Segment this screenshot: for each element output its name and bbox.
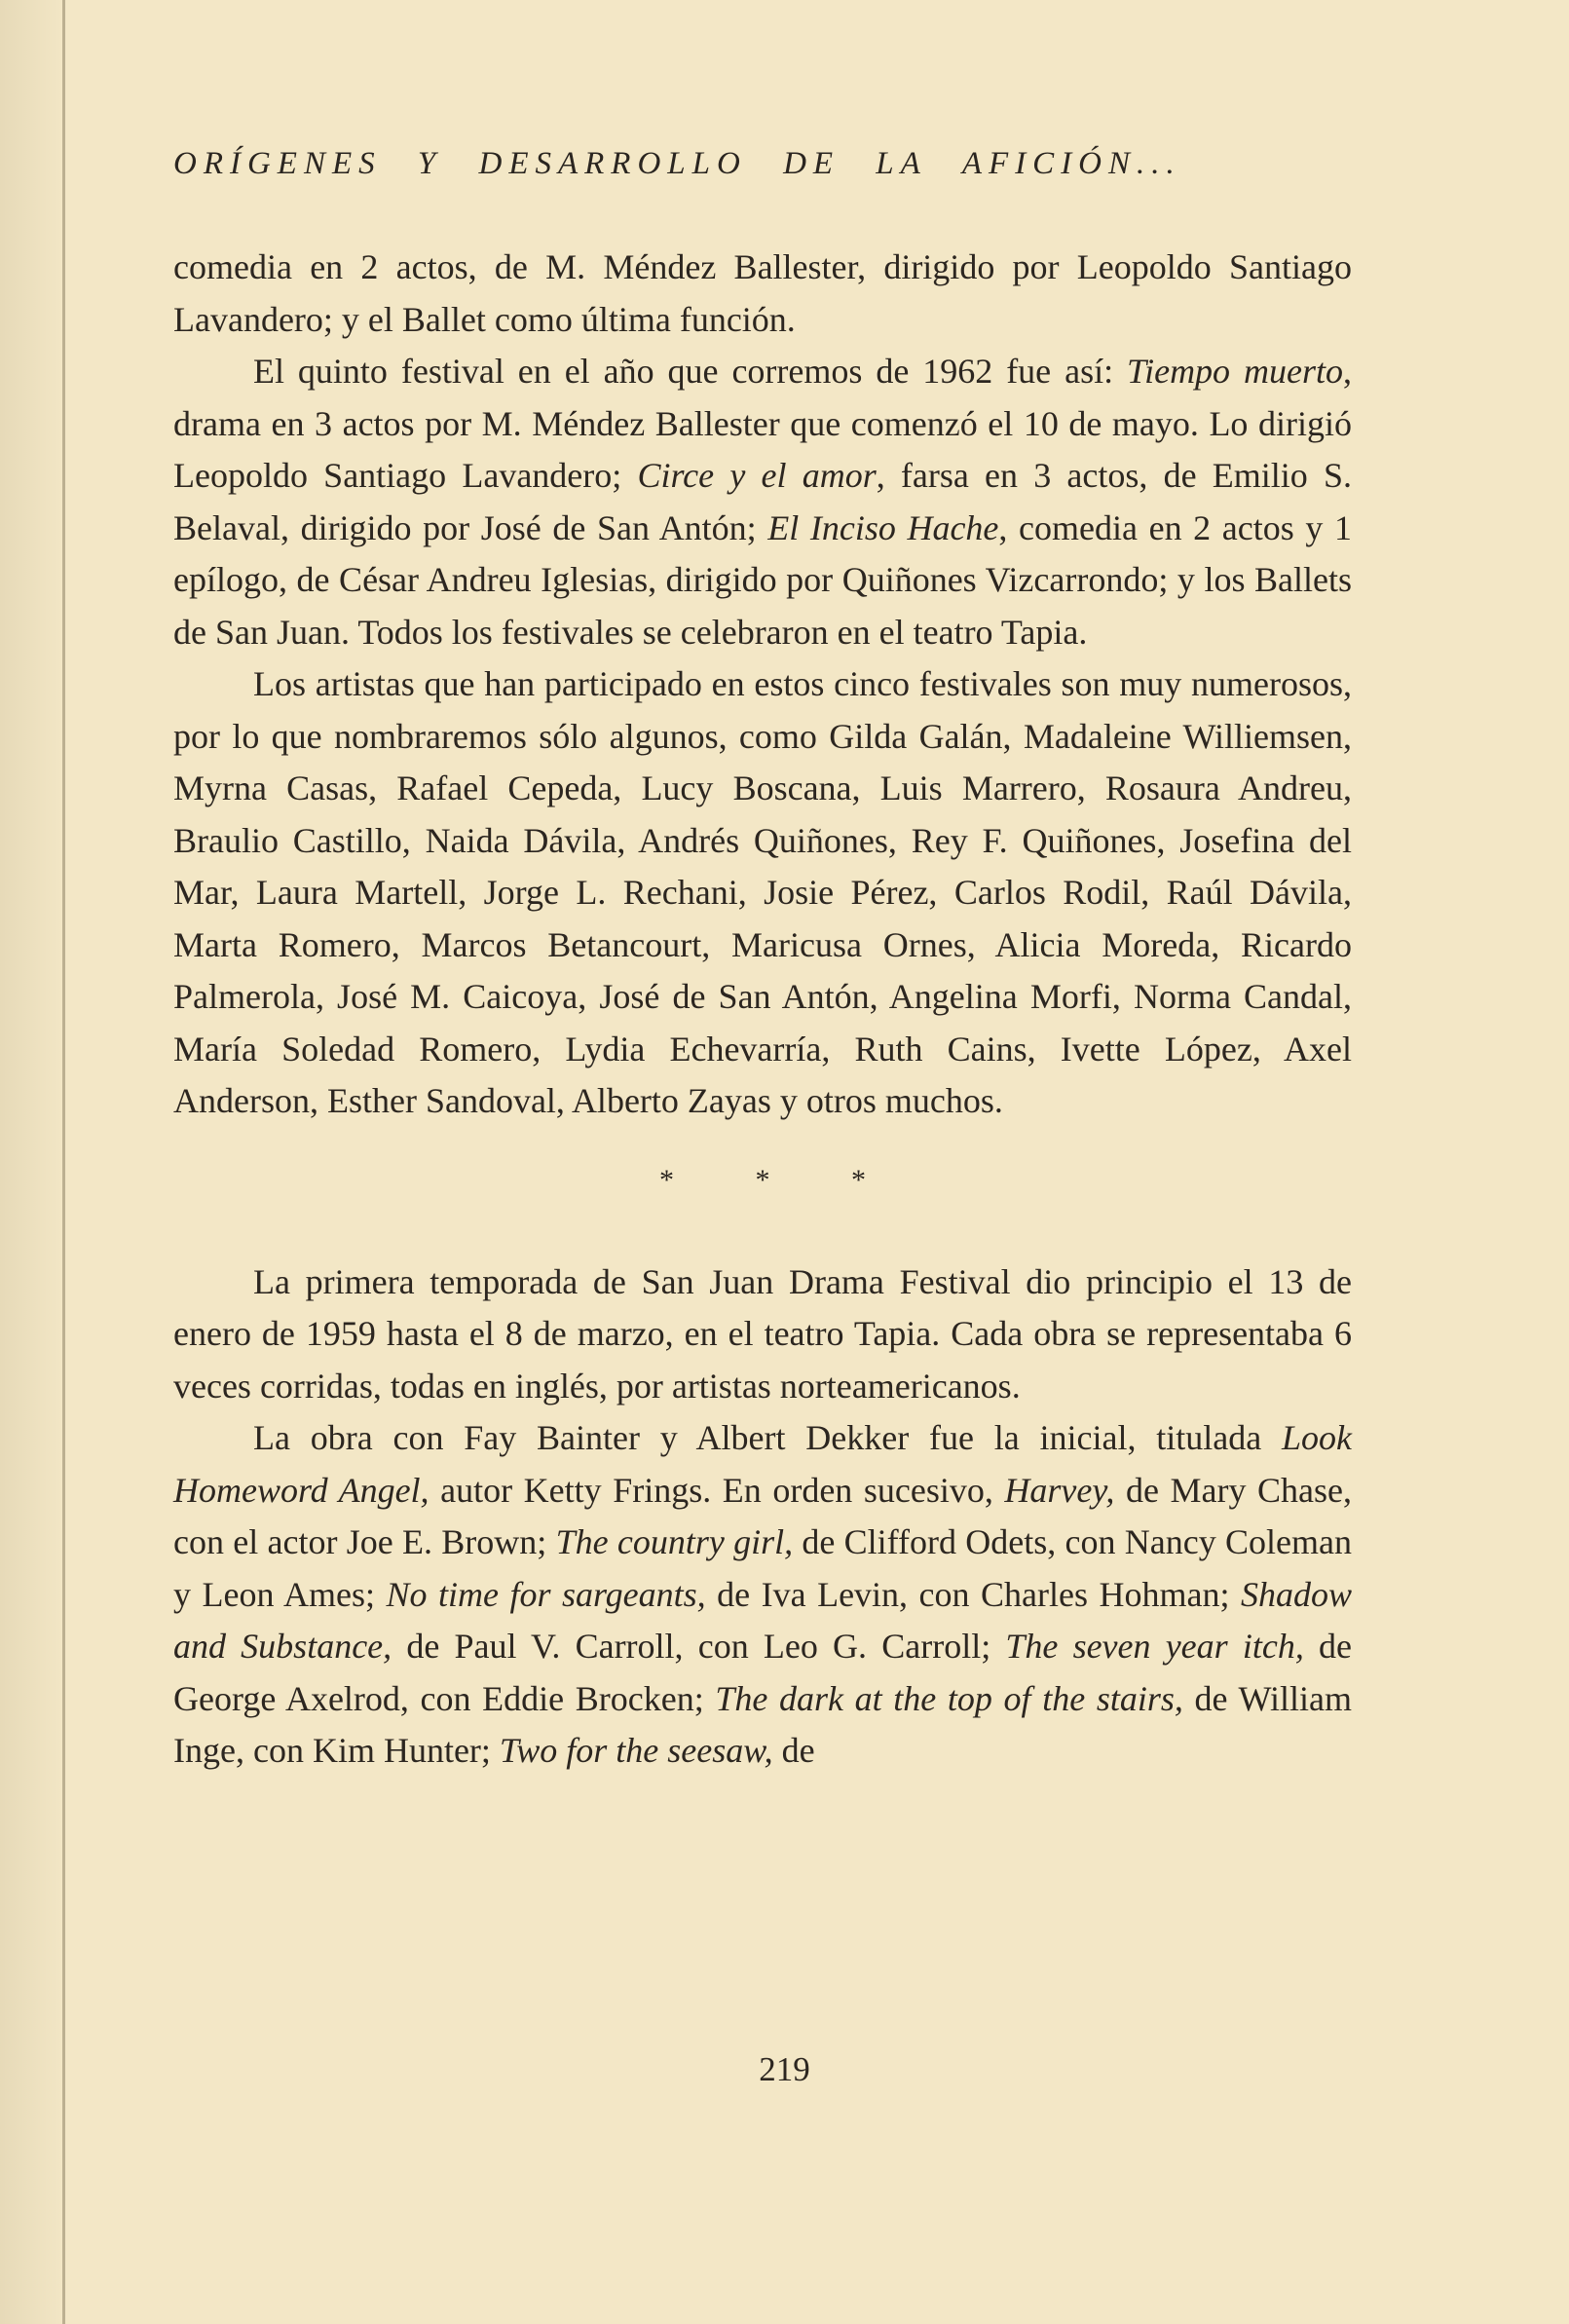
text-run: , comedia en 2 actos y 1 epílogo, de César Andreu Iglesias, dirigido por Quiñones Vizcarrondo; y los Ballets de San Juan. Todos los festivales se celebraron en el teatro Tapia. — [173, 507, 1353, 652]
text-run: comedia en 2 actos, de M. Méndez Ballester, dirigido por Leopoldo Santiago Lavandero; y el Ballet como última función. — [173, 247, 1352, 339]
text-run: de — [772, 1731, 815, 1770]
text-run: de Mary Chase, con el actor Joe E. Brown; — [173, 1470, 1353, 1561]
italic-title: El Inciso Hache — [767, 507, 999, 547]
text-run: autor Ketty Frings. En orden sucesivo, — [429, 1470, 1005, 1510]
body-text — [173, 242, 1352, 1778]
text-run: de Iva Levin, con Charles Hohman; — [705, 1574, 1241, 1614]
paragraph — [173, 242, 1352, 346]
section-break: * * * — [659, 1163, 903, 1196]
text-run: de William Inge, con Kim Hunter; — [173, 1678, 1352, 1770]
text-run: de Clifford Odets, con Nancy Coleman y Leon Ames; — [173, 1522, 1353, 1614]
text-run: El quinto festival en el año que corremos de 1962 fue así: — [253, 352, 1128, 391]
paragraph — [173, 658, 1352, 1128]
italic-title: Circe y el amor — [637, 456, 877, 495]
italic-title: The seven year itch, — [1005, 1627, 1304, 1666]
text-run: , drama en 3 actos por M. Méndez Ballester que comenzó el 10 de mayo. Lo dirigió Leopoldo Santiago Lavandero; — [173, 352, 1352, 495]
text-run: de George Axelrod, con Eddie Brocken; — [173, 1627, 1353, 1718]
italic-title: Tiempo muerto — [1127, 352, 1343, 391]
italic-title: No time for sargeants, — [386, 1574, 706, 1614]
running-head: ORÍGENES Y DESARROLLO DE LA AFICIÓN... — [173, 146, 1181, 181]
text-run: Los artistas que han participado en estos cinco festivales son muy numerosos, por lo que nombraremos sólo algunos, como Gilda Galán, Madaleine Williemsen, Myrna Casas, Rafael Cepeda, Lucy Boscana, Luis Marrero, Rosaura Andreu, Braulio Castillo, Naida Dávila, Andrés Quiñones, Rey F. Quiñones, Josefina del Mar, Laura Martell, Jorge L. Rechani, Josie Pérez, Carlos Rodil, Raúl Dávila, Marta Romero, Marcos Betancourt, Maricusa Ornes, Alicia Moreda, Ricardo Palmerola, José M. Caicoya, José de San Antón, Angelina Morfi, Norma Candal, María Soledad Romero, Lydia Echevarría, Ruth Cains, Ivette López, Axel Anderson, Esther Sandoval, Alberto Zayas y otros muchos. — [173, 664, 1352, 1120]
italic-title: Look Homeword Angel, — [173, 1418, 1352, 1510]
paragraphs-after-break — [173, 1256, 1352, 1778]
text-run: de Paul V. Carroll, con Leo G. Carroll; — [392, 1627, 1006, 1666]
italic-title: Harvey, — [1004, 1470, 1115, 1510]
text-run: , farsa en 3 actos, de Emilio S. Belaval, dirigido por José de San Antón; — [173, 456, 1352, 547]
text-run: La obra con Fay Bainter y Albert Dekker fue la inicial, titulada — [253, 1418, 1282, 1457]
text-run: La primera temporada de San Juan Drama Festival dio principio el 13 de enero de 1959 hasta el 8 de marzo, en el teatro Tapia. Cada obra se representaba 6 veces corridas, todas en inglés, por artistas norteamericanos. — [173, 1261, 1352, 1406]
page-edge-shadow — [62, 0, 65, 2324]
italic-title: The country girl, — [555, 1522, 794, 1561]
paragraph — [173, 346, 1352, 658]
italic-title: Two for the seesaw, — [499, 1731, 773, 1770]
paragraphs-before-break — [173, 242, 1352, 1128]
italic-title: The dark at the top of the stairs, — [715, 1678, 1183, 1718]
paragraph — [173, 1256, 1352, 1413]
italic-title: Shadow and Substance, — [173, 1574, 1352, 1666]
spacer — [173, 1233, 1352, 1256]
paragraph — [173, 1412, 1352, 1778]
page-number: 219 — [759, 2050, 810, 2088]
